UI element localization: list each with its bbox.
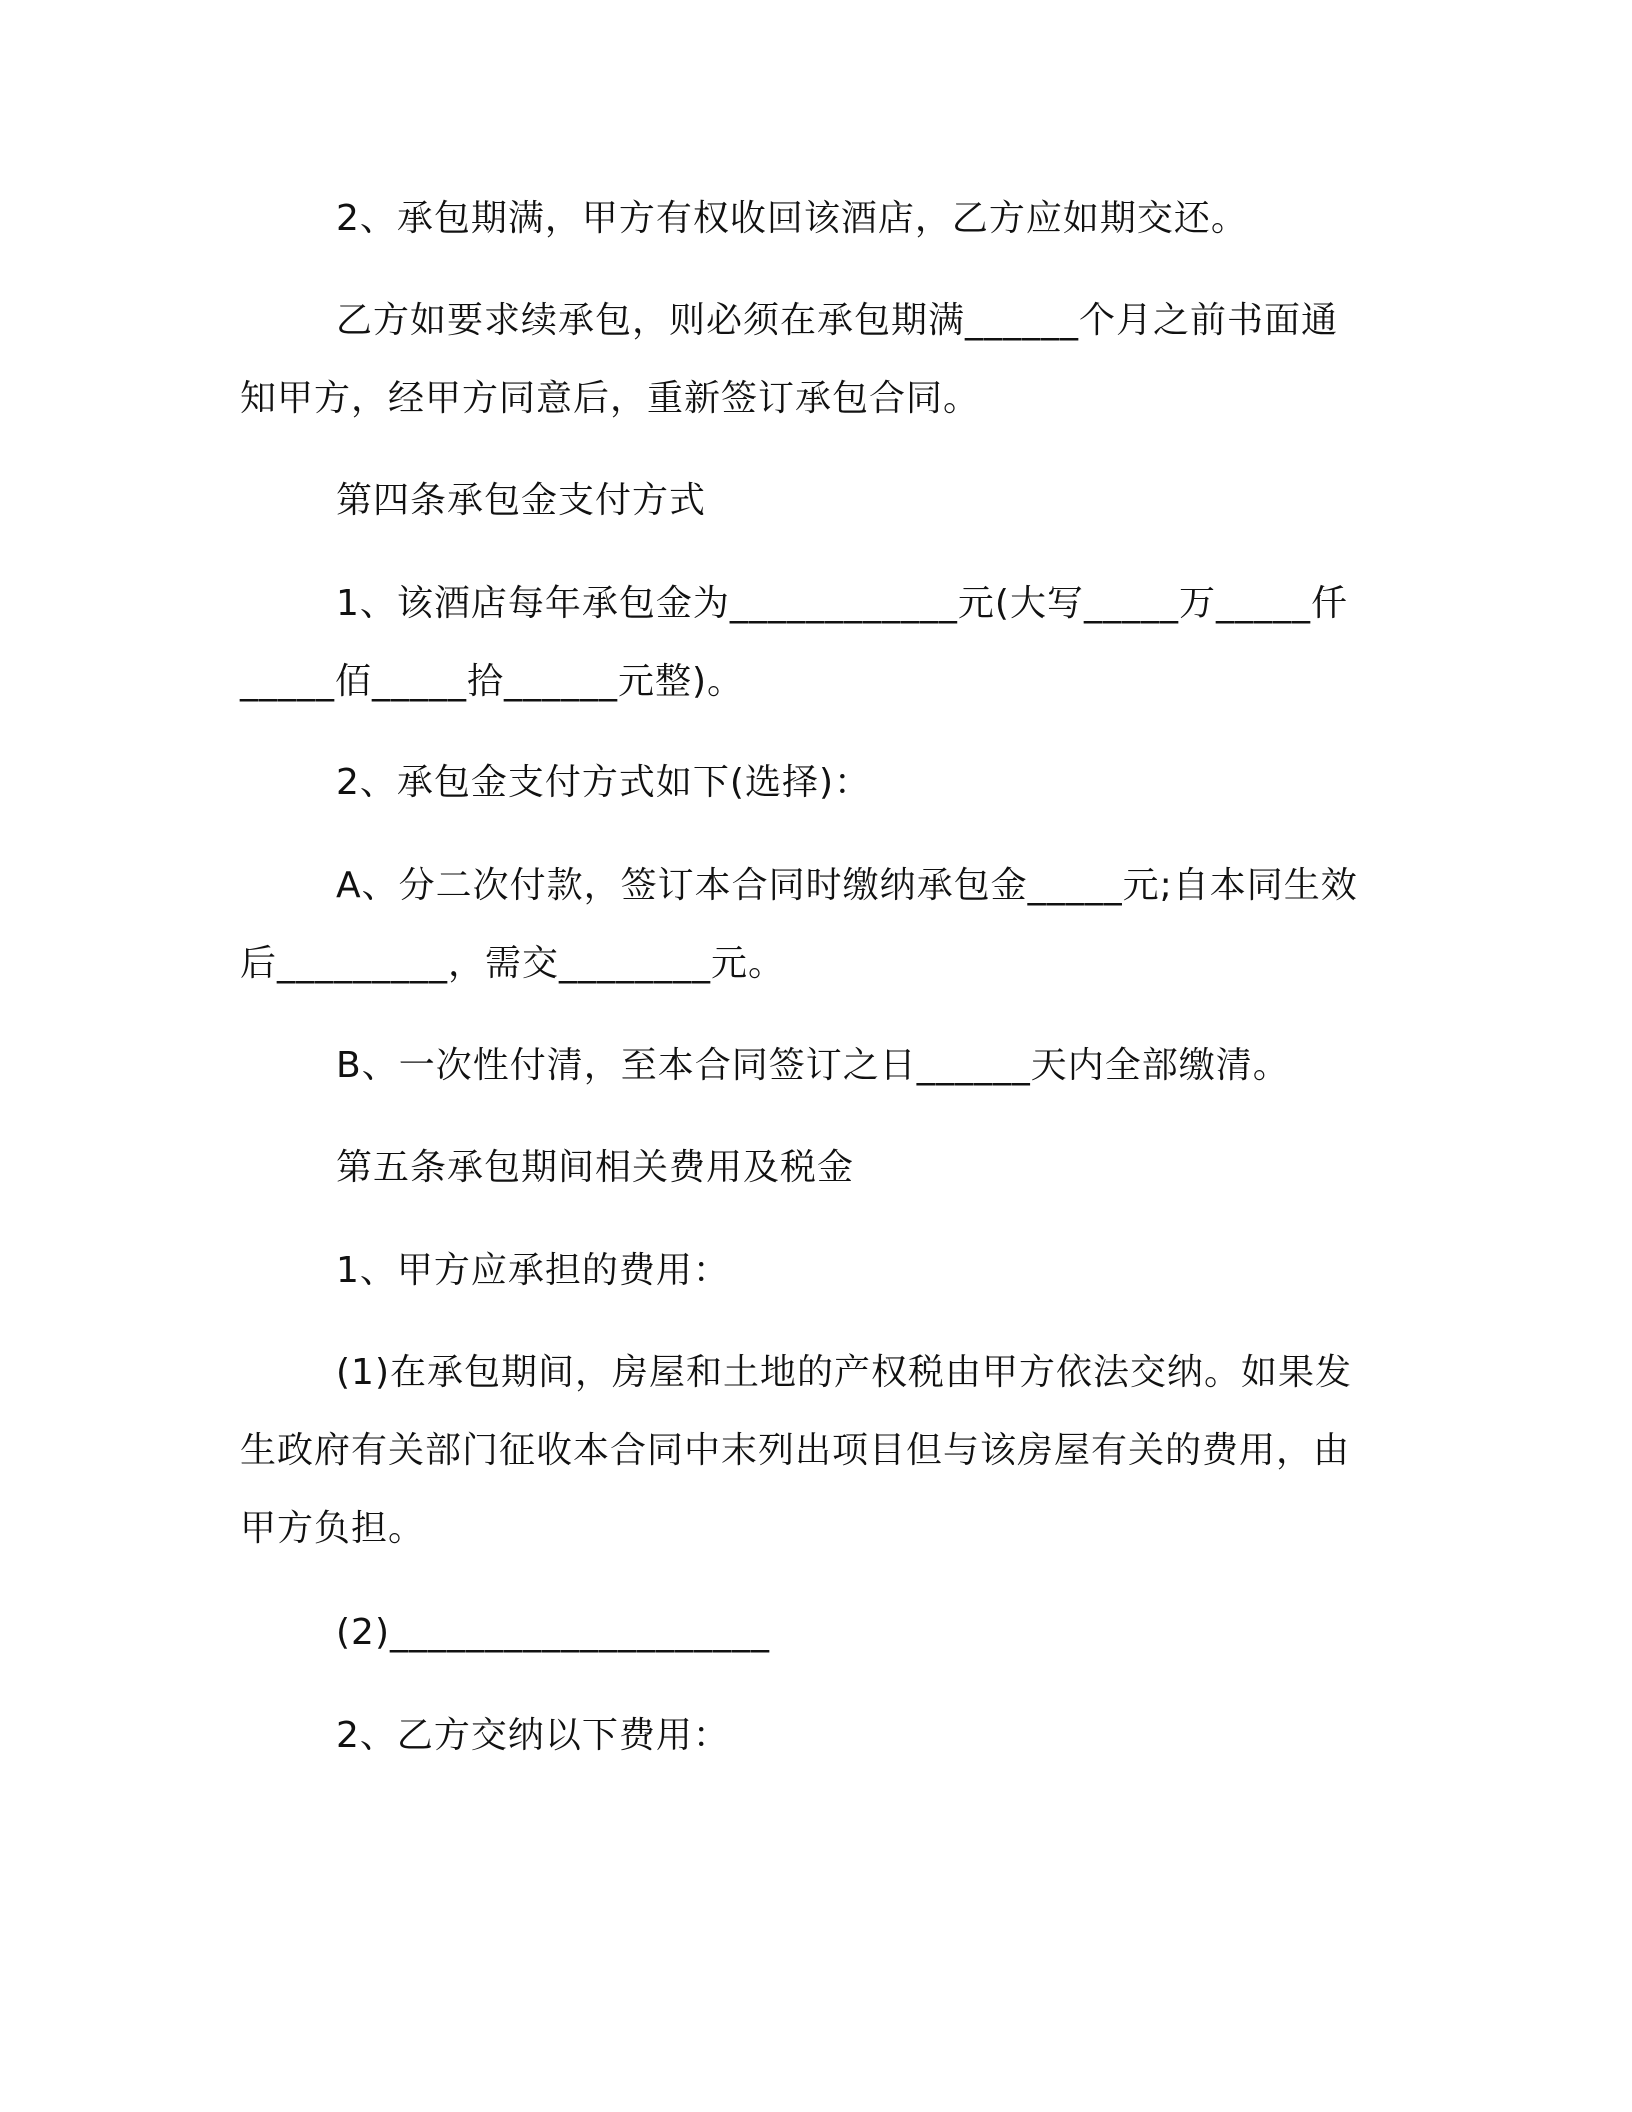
paragraph-5: A、分二次付款，签订本合同时缴纳承包金_____元;自本同生效后_________，需交________元。: [240, 865, 1358, 984]
paragraph-2: 乙方如要求续承包，则必须在承包期满______个月之前书面通知甲方，经甲方同意后，重新签订承包合同。: [240, 300, 1339, 419]
paragraph-7: 1、甲方应承担的费用：: [336, 1250, 730, 1291]
paragraph-6: B、一次性付清，至本合同签订之日______天内全部缴清。: [336, 1045, 1290, 1086]
paragraph-4: 2、承包金支付方式如下(选择)：: [336, 762, 871, 803]
paragraph-3: 1、该酒店每年承包金为____________元(大写_____万_____仟_____佰_____拾______元整)。: [240, 583, 1348, 702]
paragraph-8: (1)在承包期间，房屋和土地的产权税由甲方依法交纳。如果发生政府有关部门征收本合同中末列出项目但与该房屋有关的费用，由甲方负担。: [240, 1352, 1352, 1549]
paragraph-1: 2、承包期满，甲方有权收回该酒店，乙方应如期交还。: [336, 198, 1248, 239]
section-heading-5: 第五条承包期间相关费用及税金: [336, 1147, 855, 1188]
section-heading-4: 第四条承包金支付方式: [336, 480, 707, 521]
paragraph-10: 2、乙方交纳以下费用：: [336, 1715, 730, 1756]
paragraph-9: (2)____________________: [336, 1612, 770, 1653]
